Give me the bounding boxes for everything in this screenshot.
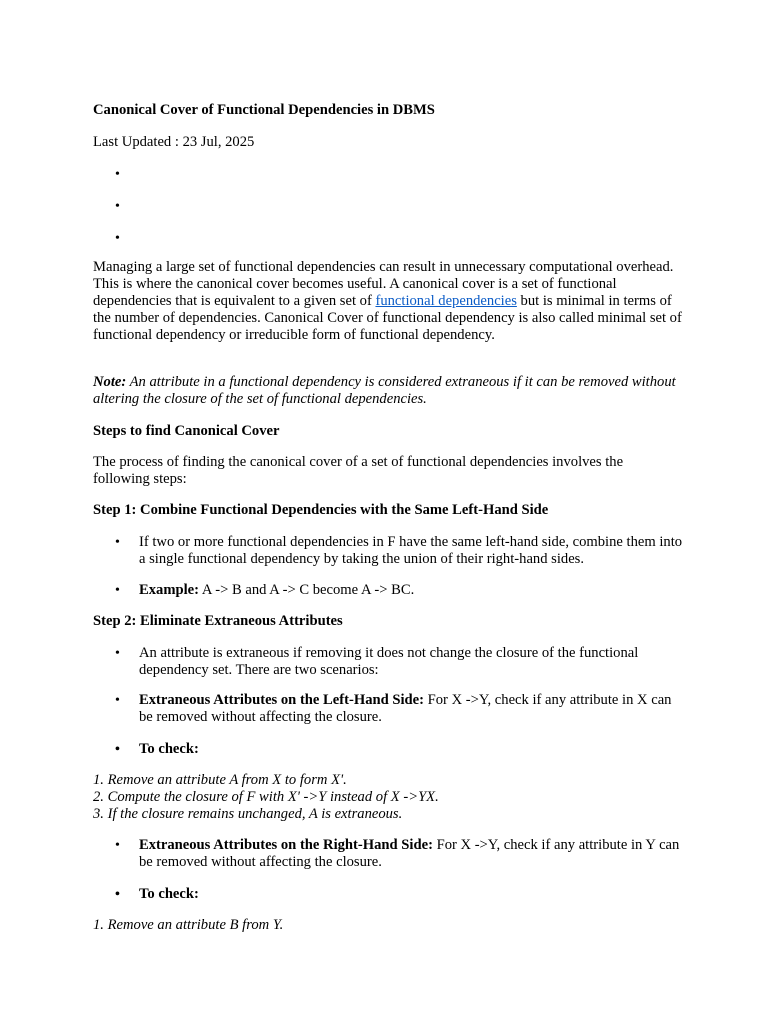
intro-paragraph	[93, 259, 683, 344]
step1-example-bullet	[93, 582, 683, 599]
functional-dependencies-link[interactable]: functional dependencies	[375, 293, 517, 309]
example-label: Example:	[139, 582, 199, 598]
step2-bullet: • An attribute is extraneous if removing it does not change the closure of the functional dependency set. There are two scenarios:	[93, 645, 683, 679]
lhs-step: 1. Remove an attribute A from X to form X'.	[93, 772, 347, 788]
step2-heading: Step 2: Eliminate Extraneous Attributes	[93, 613, 343, 629]
rhs-label: Extraneous Attributes on the Right-Hand Side:	[139, 837, 433, 853]
example-text: A -> B and A -> C become A -> BC.	[199, 582, 415, 598]
step2-list	[93, 645, 683, 679]
lhs-bullet	[93, 692, 683, 726]
last-updated: Last Updated : 23 Jul, 2025	[93, 134, 255, 150]
rhs-list	[93, 837, 683, 871]
to-check-bullet: • To check:	[93, 741, 683, 758]
step1-example-list	[93, 582, 683, 599]
lhs-label: Extraneous Attributes on the Left-Hand Side:	[139, 692, 424, 708]
lhs-step: 2. Compute the closure of F with X' ->Y instead of X ->YX.	[93, 789, 439, 805]
note-label: Note:	[93, 374, 127, 390]
article-title: Canonical Cover of Functional Dependencies in DBMS	[93, 102, 435, 118]
empty-bullet	[93, 230, 683, 247]
note-text: An attribute in a functional dependency is considered extraneous if it can be removed without altering the closure of the set of functional dependencies.	[93, 374, 676, 407]
step1-heading: Step 1: Combine Functional Dependencies with the Same Left-Hand Side	[93, 502, 549, 518]
intro-text-2: but is minimal in terms of the number of dependencies. Canonical Cover of functional dependency is also called minimal set of functional dependency or irreducible form of functional dependency.	[93, 293, 682, 343]
empty-bullet	[93, 198, 683, 215]
step1-list	[93, 534, 683, 568]
steps-heading: Steps to find Canonical Cover	[93, 423, 280, 439]
note-paragraph	[93, 374, 683, 408]
empty-bullet	[93, 166, 683, 183]
lhs-step: 3. If the closure remains unchanged, A is extraneous.	[93, 806, 403, 822]
steps-intro: The process of finding the canonical cover of a set of functional dependencies involves the following steps:	[93, 454, 624, 487]
lhs-list	[93, 692, 683, 726]
empty-bullet-list	[93, 166, 683, 247]
lhs-text: For X ->Y, check if any attribute in X can be removed without affecting the closure.	[139, 692, 672, 725]
rhs-text: For X ->Y, check if any attribute in Y can be removed without affecting the closure.	[139, 837, 680, 870]
step1-bullet: • If two or more functional dependencies in F have the same left-hand side, combine them into a single functional dependency by taking the union of their right-hand sides.	[93, 534, 683, 568]
to-check-list-2	[93, 886, 683, 903]
to-check-bullet: • To check:	[93, 886, 683, 903]
rhs-step: 1. Remove an attribute B from Y.	[93, 917, 284, 933]
rhs-bullet	[93, 837, 683, 871]
to-check-list-1	[93, 741, 683, 758]
lhs-steps	[93, 772, 683, 823]
intro-text-1: Managing a large set of functional dependencies can result in unnecessary computational overhead. This is where the canonical cover becomes useful. A canonical cover is a set of functional dependencies that is equivalent to a given set of	[93, 259, 674, 309]
